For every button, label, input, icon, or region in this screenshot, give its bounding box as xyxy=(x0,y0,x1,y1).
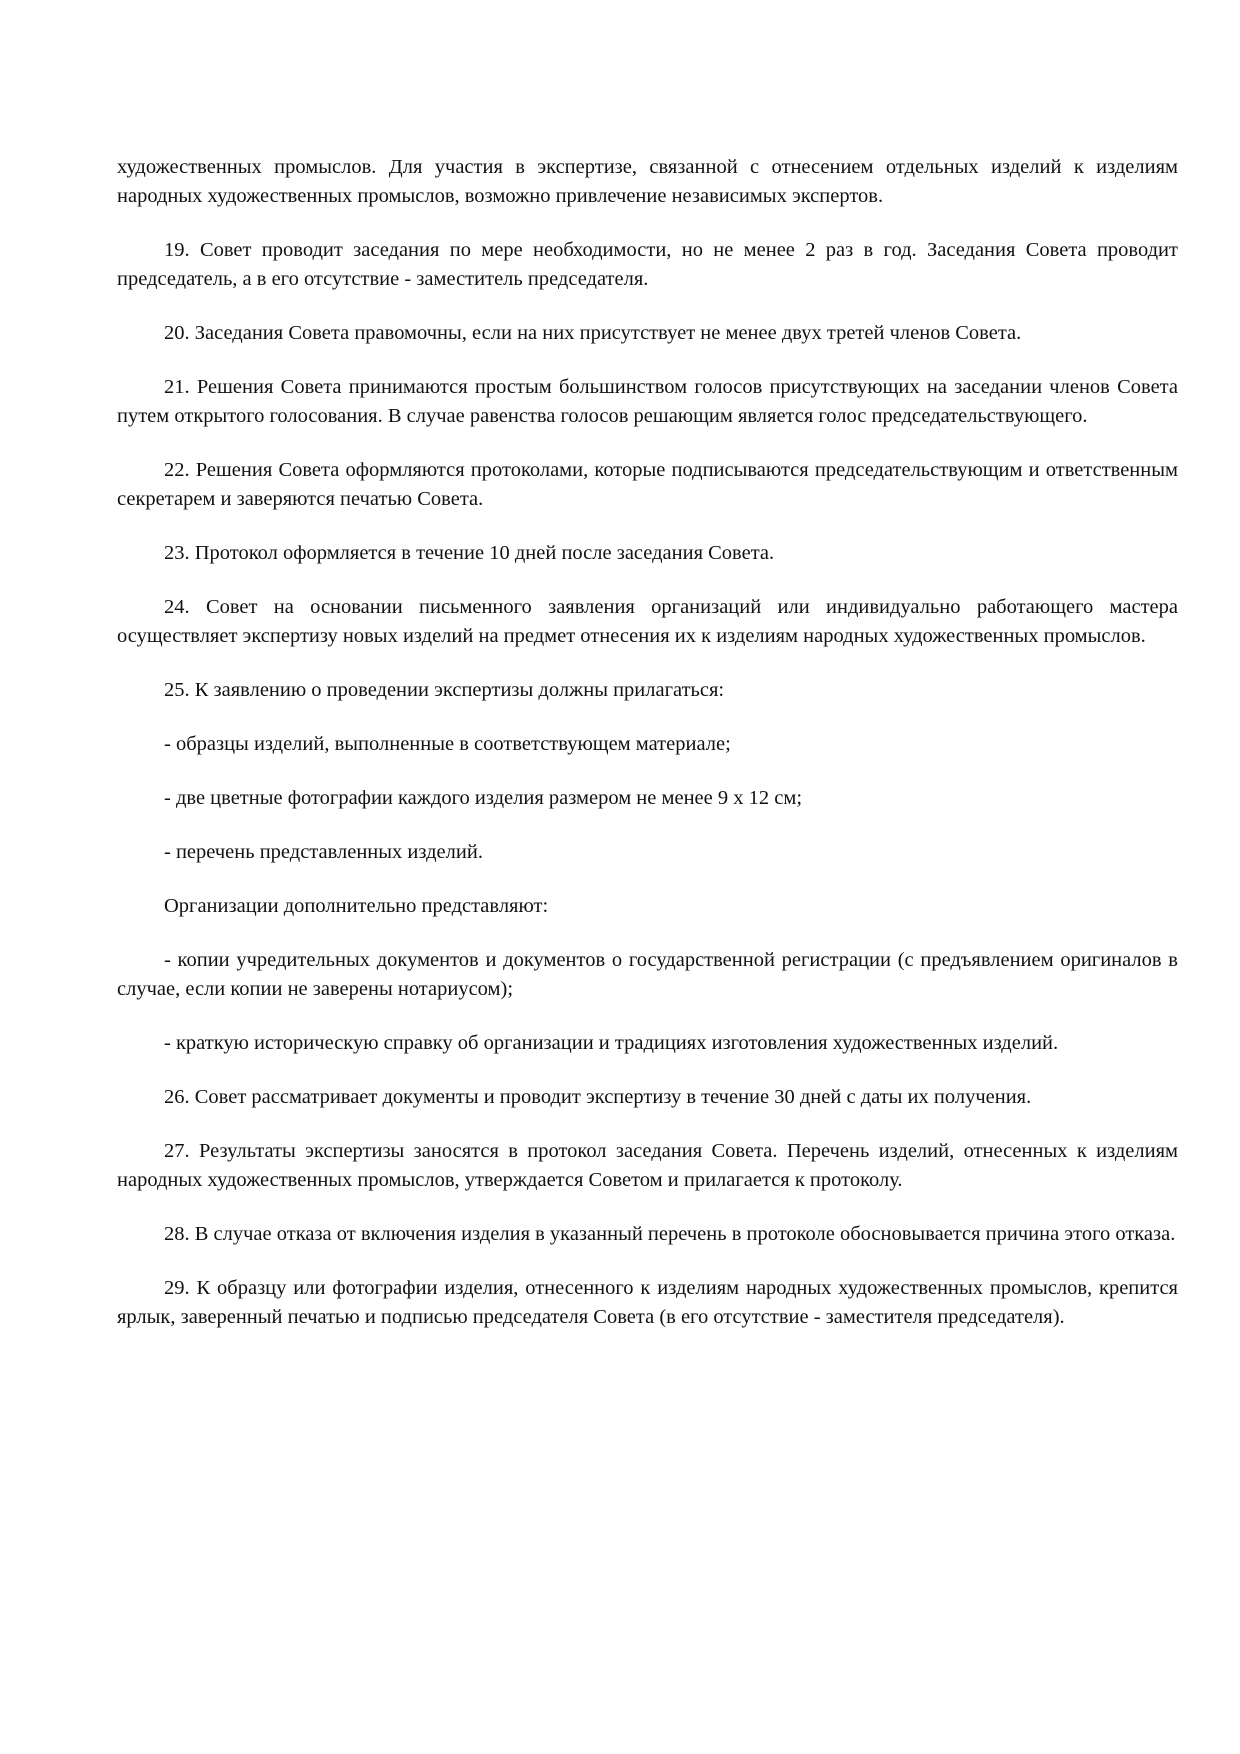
paragraph-22: 22. Решения Совета оформляются протоколами, которые подписываются председательствующим и ответственным секретарем и заверяются печатью Совета. xyxy=(117,459,1178,510)
paragraph-25: 25. К заявлению о проведении экспертизы должны прилагаться: xyxy=(164,679,725,701)
paragraph-27: 27. Результаты экспертизы заносятся в протокол заседания Совета. Перечень изделий, отнесенных к изделиям народных художественных промыслов, утверждается Советом и прилагается к протоколу. xyxy=(117,1140,1178,1191)
paragraph-23: 23. Протокол оформляется в течение 10 дней после заседания Совета. xyxy=(164,542,775,564)
list-item: - перечень представленных изделий. xyxy=(164,841,483,863)
list-item: - копии учредительных документов и документов о государственной регистрации (с предъявлением оригиналов в случае, если копии не заверены нотариусом); xyxy=(117,949,1178,1000)
paragraph-organizations: Организации дополнительно представляют: xyxy=(164,895,549,917)
paragraph-24: 24. Совет на основании письменного заявления организаций или индивидуально работающего мастера осуществляет экспертизу новых изделий на предмет отнесения их к изделиям народных художественных промыслов. xyxy=(117,596,1178,647)
paragraph-29: 29. К образцу или фотографии изделия, отнесенного к изделиям народных художественных промыслов, крепится ярлык, заверенный печатью и подписью председателя Совета (в его отсутствие - заместителя председателя). xyxy=(117,1277,1178,1328)
paragraph-28: 28. В случае отказа от включения изделия в указанный перечень в протоколе обосновывается причина этого отказа. xyxy=(164,1223,1176,1245)
paragraph-20: 20. Заседания Совета правомочны, если на них присутствует не менее двух третей членов Совета. xyxy=(164,322,1022,344)
list-item: - две цветные фотографии каждого изделия размером не менее 9 x 12 см; xyxy=(164,787,803,809)
document-page xyxy=(117,153,1178,1357)
list-item: - образцы изделий, выполненные в соответствующем материале; xyxy=(164,733,731,755)
list-item: - краткую историческую справку об организации и традициях изготовления художественных изделий. xyxy=(164,1032,1059,1054)
paragraph-19: 19. Совет проводит заседания по мере необходимости, но не менее 2 раз в год. Заседания Совета проводит председатель, а в его отсутствие - заместитель председателя. xyxy=(117,239,1178,290)
paragraph-26: 26. Совет рассматривает документы и проводит экспертизу в течение 30 дней с даты их получения. xyxy=(164,1086,1032,1108)
paragraph-continuation: художественных промыслов. Для участия в экспертизе, связанной с отнесением отдельных изделий к изделиям народных художественных промыслов, возможно привлечение независимых экспертов. xyxy=(117,156,1178,207)
paragraph-21: 21. Решения Совета принимаются простым большинством голосов присутствующих на заседании членов Совета путем открытого голосования. В случае равенства голосов решающим является голос председательствующего. xyxy=(117,376,1178,427)
